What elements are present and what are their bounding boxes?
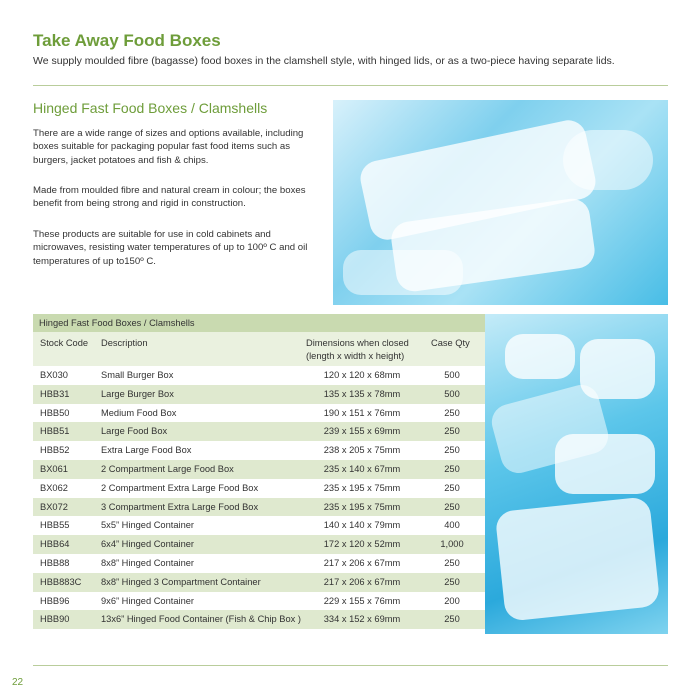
table-row xyxy=(33,592,485,611)
page-title: Take Away Food Boxes xyxy=(33,31,221,50)
cell-dimensions: 229 x 155 x 76mm xyxy=(323,595,401,606)
paragraph-material: Made from moulded fibre and natural cream in colour; the boxes benefit from being strong and rigid in construction. xyxy=(33,185,306,210)
cell-case-qty: 250 xyxy=(444,576,460,587)
cell-case-qty: 250 xyxy=(444,407,460,418)
cell-case-qty: 500 xyxy=(444,388,460,399)
page-number: 22 xyxy=(12,677,24,688)
cell-description: 5x5” Hinged Container xyxy=(101,520,195,531)
table-row xyxy=(33,366,485,385)
cell-case-qty: 250 xyxy=(444,463,460,474)
cell-dimensions: 235 x 140 x 67mm xyxy=(323,463,401,474)
table-row xyxy=(33,422,485,441)
table-row xyxy=(33,404,485,423)
table-header xyxy=(33,332,485,366)
top-divider xyxy=(33,85,668,86)
header-case-qty: Case Qty xyxy=(431,338,470,348)
cell-stock-code: HBB64 xyxy=(40,539,70,550)
cell-stock-code: BX061 xyxy=(40,463,68,474)
cell-dimensions: 217 x 206 x 67mm xyxy=(323,576,401,587)
cell-case-qty: 250 xyxy=(444,614,460,625)
cell-dimensions: 135 x 135 x 78mm xyxy=(323,388,401,399)
cell-description: 6x4” Hinged Container xyxy=(101,539,195,550)
cell-stock-code: BX062 xyxy=(40,482,68,493)
cell-stock-code: HBB96 xyxy=(40,595,70,606)
cell-stock-code: HBB55 xyxy=(40,520,70,531)
table-row xyxy=(33,535,485,554)
cell-stock-code: BX072 xyxy=(40,501,68,512)
header-description: Description xyxy=(101,338,148,348)
table-row xyxy=(33,385,485,404)
cell-stock-code: HBB88 xyxy=(40,557,70,568)
cell-dimensions: 235 x 195 x 75mm xyxy=(323,482,401,493)
cell-dimensions: 190 x 151 x 76mm xyxy=(323,407,401,418)
cell-description: Small Burger Box xyxy=(101,370,174,380)
cell-description: 3 Compartment Extra Large Food Box xyxy=(101,501,259,512)
clamshell-photo-bottom xyxy=(485,314,668,634)
bottom-divider xyxy=(33,665,668,666)
intro-text: We supply moulded fibre (bagasse) food boxes in the clamshell style, with hinged lids, or as a two-piece having separate lids. xyxy=(33,55,615,67)
cell-description: 8x8” Hinged 3 Compartment Container xyxy=(101,576,261,587)
table-row xyxy=(33,516,485,535)
cell-stock-code: HBB50 xyxy=(40,407,70,418)
cell-case-qty: 200 xyxy=(444,595,460,606)
cell-stock-code: BX030 xyxy=(40,370,68,380)
cell-dimensions: 235 x 195 x 75mm xyxy=(323,501,401,512)
cell-description: 2 Compartment Extra Large Food Box xyxy=(101,482,259,493)
cell-case-qty: 250 xyxy=(444,501,460,512)
cell-dimensions: 334 x 152 x 69mm xyxy=(323,614,401,625)
cell-dimensions: 140 x 140 x 79mm xyxy=(323,520,401,531)
cell-dimensions: 238 x 205 x 75mm xyxy=(323,445,401,456)
header-stock-code: Stock Code xyxy=(40,338,89,348)
table-caption: Hinged Fast Food Boxes / Clamshells xyxy=(33,314,485,332)
cell-stock-code: HBB90 xyxy=(40,614,70,625)
cell-stock-code: HBB883C xyxy=(40,576,82,587)
cell-description: Medium Food Box xyxy=(101,407,177,418)
cell-case-qty: 250 xyxy=(444,557,460,568)
cell-case-qty: 500 xyxy=(444,370,460,380)
table-row xyxy=(33,573,485,592)
cell-stock-code: HBB51 xyxy=(40,426,70,437)
cell-description: 8x8” Hinged Container xyxy=(101,557,195,568)
paragraph-range: There are a wide range of sizes and options available, including boxes suitable for packaging popular fast food items such as burgers, jacket potatoes and fish & chips. xyxy=(33,128,304,166)
cell-description: 2 Compartment Large Food Box xyxy=(101,463,234,474)
cell-description: 13x6” Hinged Food Container (Fish & Chip Box ) xyxy=(101,614,301,625)
header-dimensions-line2: (length x width x height) xyxy=(306,351,405,361)
cell-description: Large Food Box xyxy=(101,426,168,437)
clamshell-photo-top xyxy=(333,100,668,305)
paragraph-temperature: These products are suitable for use in cold cabinets and microwaves, resisting water temperatures of up to 100º C and oil temperatures of up to150º C. xyxy=(33,229,308,267)
cell-stock-code: HBB31 xyxy=(40,388,70,399)
cell-stock-code: HBB52 xyxy=(40,445,70,456)
table-row xyxy=(33,610,485,629)
section-title: Hinged Fast Food Boxes / Clamshells xyxy=(33,100,268,116)
table-row xyxy=(33,554,485,573)
cell-dimensions: 120 x 120 x 68mm xyxy=(323,370,401,380)
table-row xyxy=(33,479,485,498)
product-table xyxy=(33,314,485,629)
header-dimensions xyxy=(306,337,426,363)
cell-case-qty: 400 xyxy=(444,520,460,531)
cell-dimensions: 239 x 155 x 69mm xyxy=(323,426,401,437)
table-row xyxy=(33,460,485,479)
cell-dimensions: 217 x 206 x 67mm xyxy=(323,557,401,568)
cell-description: Extra Large Food Box xyxy=(101,445,192,456)
cell-case-qty: 250 xyxy=(444,426,460,437)
table-row xyxy=(33,441,485,460)
cell-description: Large Burger Box xyxy=(101,388,174,399)
table-body xyxy=(33,366,485,629)
cell-case-qty: 250 xyxy=(444,445,460,456)
cell-description: 9x6” Hinged Container xyxy=(101,595,195,606)
cell-case-qty: 1,000 xyxy=(440,539,464,550)
header-dimensions-line1: Dimensions when closed xyxy=(306,338,409,348)
cell-dimensions: 172 x 120 x 52mm xyxy=(323,539,401,550)
table-row xyxy=(33,498,485,517)
cell-case-qty: 250 xyxy=(444,482,460,493)
